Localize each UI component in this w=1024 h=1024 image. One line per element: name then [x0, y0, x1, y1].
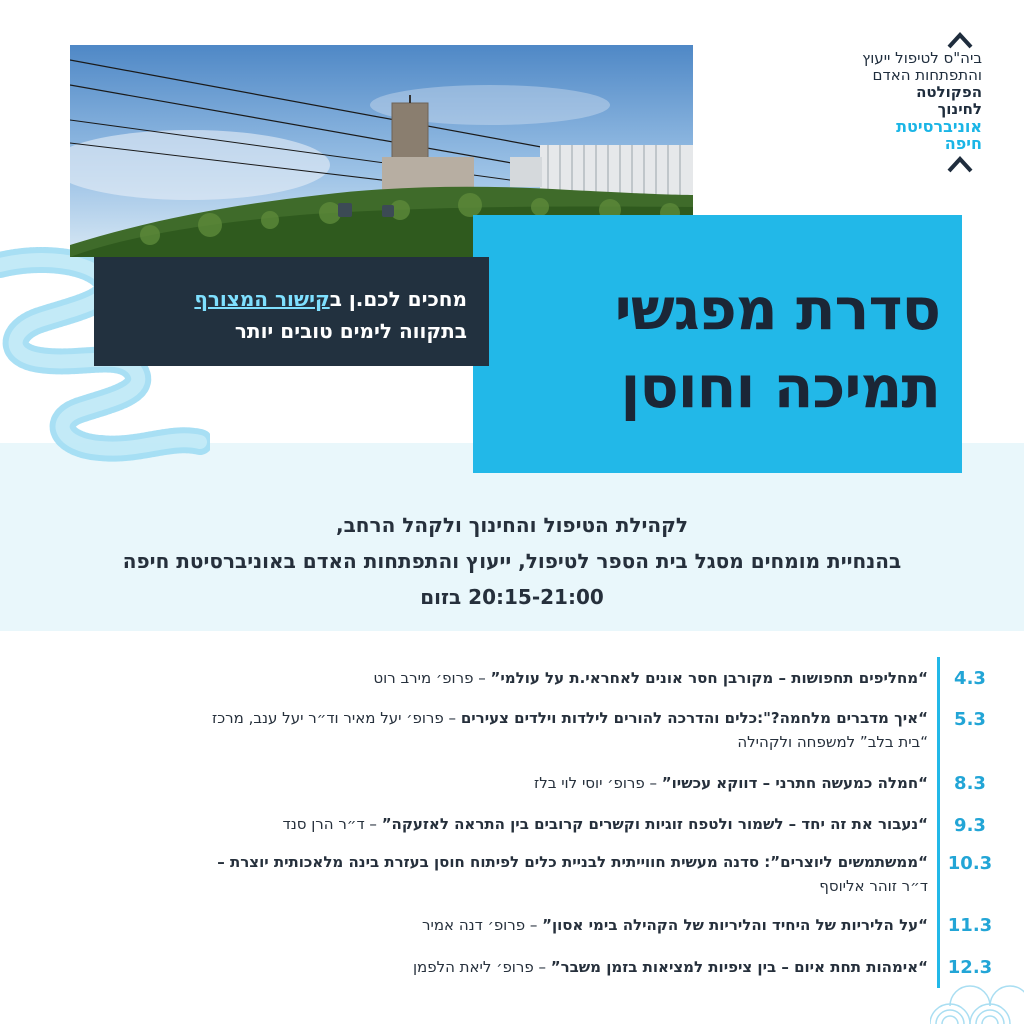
session-presenter: – פרופ׳ יעל מאיר וד״ר יעל ענב, מרכז: [212, 709, 461, 727]
decorative-waves: [930, 982, 1024, 1024]
schedule-entry: [28, 771, 928, 795]
schedule-entry: [28, 812, 928, 836]
schedule-date: 11.3: [947, 915, 993, 936]
attached-link[interactable]: קישור המצורף: [194, 287, 330, 311]
schedule-date: 5.3: [954, 709, 986, 730]
session-presenter: – פרופ׳ מירב רוט: [373, 669, 491, 687]
logo-faculty-line2: לחינוך: [937, 100, 982, 118]
session-presenter: – ד״ר הרן סנד: [282, 815, 382, 833]
logo-university-line1: אוניברסיטת: [896, 117, 982, 136]
logo-university-line2: חיפה: [944, 134, 982, 153]
schedule-entry: [28, 850, 928, 898]
session-title: “נעבור את זה יחד – לשמור ולטפח זוגיות וקשרים קרובים בין התראה לאזעקה”: [381, 815, 928, 833]
schedule-date: 10.3: [947, 853, 993, 874]
schedule-entry: [28, 913, 928, 937]
intro-facilitators: בהנחיית מומחים מסגל בית הספר לטיפול, ייעוץ והתפתחות האדם באוניברסיטת חיפה: [122, 549, 902, 573]
session-presenter: – פרופ׳ דנה אמיר: [422, 916, 543, 934]
invite-prefix: מחכים לכם.ן ב: [329, 287, 467, 311]
session-presenter: – פרופ׳ ליאת הלפמן: [412, 958, 551, 976]
chevron-up-icon: [946, 30, 974, 50]
invite-line-2: בתקווה לימים טובים יותר: [234, 319, 467, 343]
session-presenter-cont: ד״ר זוהר אליוסף: [819, 877, 928, 895]
session-title: “חמלה כמעשה חתרני – דווקא עכשיו”: [661, 774, 928, 792]
schedule-entry: [28, 955, 928, 979]
schedule-divider: [937, 657, 940, 988]
title-line-1: סדרת מפגשי: [614, 275, 940, 343]
schedule-entry: [28, 706, 928, 754]
logo-school-line1: ביה"ס לטיפול ייעוץ: [862, 49, 982, 67]
schedule-date: 8.3: [954, 773, 986, 794]
title-box: [473, 215, 962, 473]
schedule-date: 4.3: [954, 668, 986, 689]
invite-line-1: [194, 287, 467, 311]
title-line-2: תמיכה וחוסן: [620, 353, 940, 421]
session-title: “מחליפים תחפושות – מקורבן חסר אונים לאחראי.ת על עולמי”: [490, 669, 928, 687]
schedule-date: 12.3: [947, 957, 993, 978]
session-title: “איך מדברים מלחמה?":כלים והדרכה להורים לילדות וילדים צעירים: [460, 709, 928, 727]
logo-faculty-line1: הפקולטה: [916, 83, 982, 101]
university-logo: [832, 30, 982, 174]
session-presenter: – פרופ׳ יוסי לוי בלז: [534, 774, 662, 792]
logo-school-line2: והתפתחות האדם: [872, 66, 982, 84]
session-title: “אימהות תחת איום – בין ציפיות למציאות בזמן משבר”: [550, 958, 928, 976]
chevron-up-icon: [946, 154, 974, 174]
intro-time: 20:15-21:00 בזום: [420, 585, 604, 609]
session-title: “ממשתמשים ליוצרים”: סדנה מעשית חווייתית לבניית כלים לפיתוח חוסן בעזרת בינה מלאכותית יוצרת –: [217, 853, 928, 871]
intro-audience: לקהילת הטיפול והחינוך ולקהל הרחב,: [336, 513, 688, 537]
schedule-date: 9.3: [954, 815, 986, 836]
session-presenter-cont: “בית בלב” למשפחה ולקהילה: [737, 733, 928, 751]
session-title: “על הליריות של היחיד והליריות של הקהילה בימי אסון”: [542, 916, 928, 934]
schedule-entry: [28, 666, 928, 690]
invite-box: [94, 257, 489, 366]
